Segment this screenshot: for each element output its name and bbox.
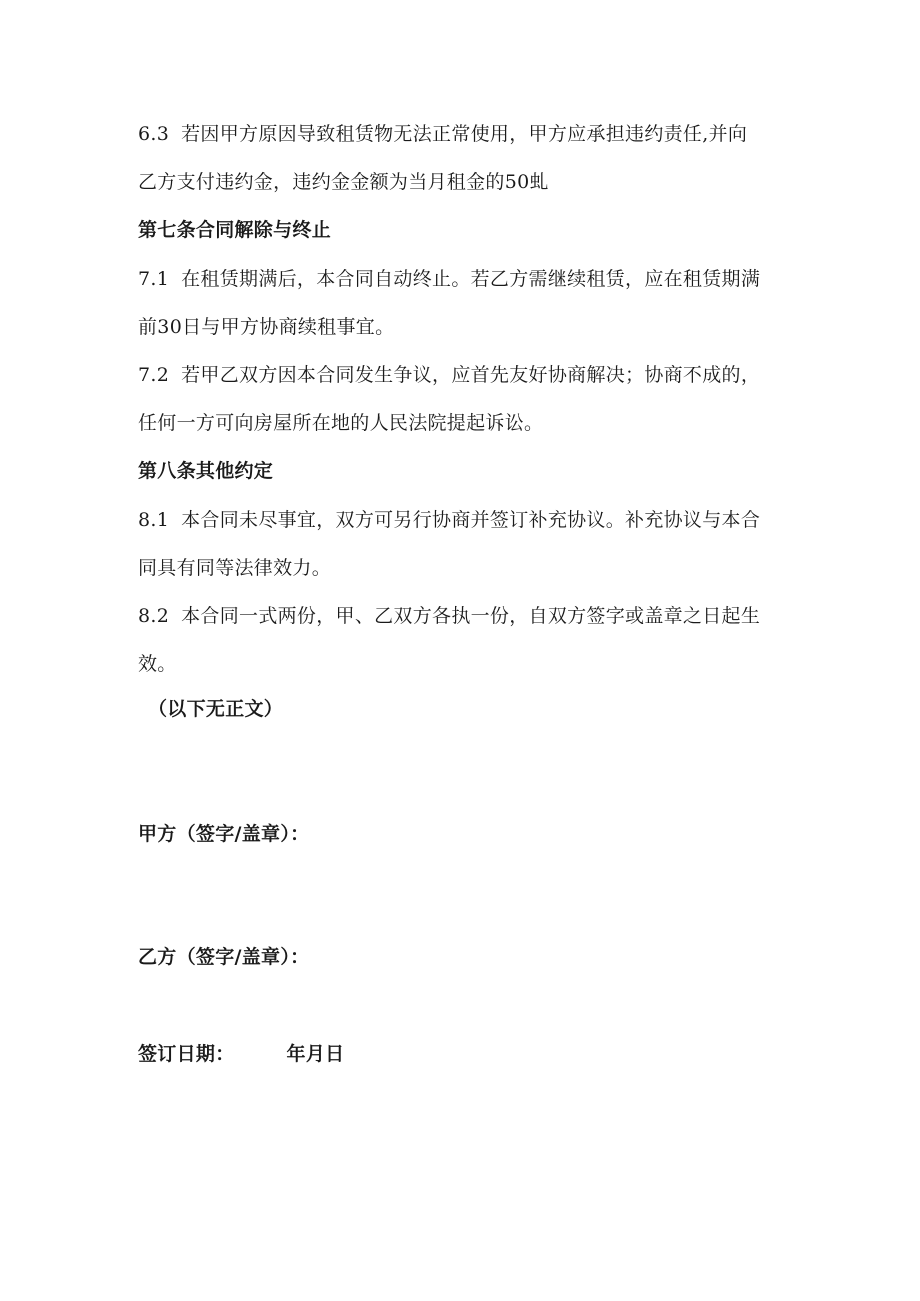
article-7-heading: 第七条合同解除与终止 [138, 219, 332, 241]
clause-text: 本合同一式两份，甲、乙双方各执一份，自双方签字或盖章之日起生 [181, 605, 761, 627]
clause-8-2-line-2: 效。 [138, 653, 177, 675]
clause-text: 本合同未尽事宜，双方可另行协商并签订补充协议。补充协议与本合 [181, 509, 761, 531]
clause-8-1-line-2: 同具有同等法律效力。 [138, 557, 332, 579]
signing-date-label: 签订日期： [138, 1043, 235, 1065]
article-8-heading: 第八条其他约定 [138, 460, 274, 482]
clause-6-3-line-1 [138, 122, 747, 146]
clause-text: 若因甲方原因导致租赁物无法正常使用，甲方应承担违约责任,并向 [181, 123, 748, 145]
clause-number: 6.3 [138, 123, 170, 145]
party-a-signature-label: 甲方（签字/盖章）： [138, 823, 310, 845]
signing-date [138, 1042, 344, 1066]
party-b-signature-label: 乙方（签字/盖章）： [138, 946, 310, 968]
clause-7-2-line-2: 任何一方可向房屋所在地的人民法院提起诉讼。 [138, 412, 544, 434]
clause-number: 7.1 [138, 268, 170, 290]
clause-text: 在租赁期满后，本合同自动终止。若乙方需继续租赁，应在租赁期满 [181, 268, 761, 290]
clause-6-3-line-2: 乙方支付违约金，违约金金额为当月租金的50虬 [138, 171, 549, 193]
clause-7-2-line-1 [138, 363, 760, 387]
clause-7-1-line-1 [138, 267, 760, 291]
clause-number: 8.2 [138, 605, 170, 627]
clause-number: 8.1 [138, 509, 170, 531]
clause-number: 7.2 [138, 364, 170, 386]
clause-8-2-line-1 [138, 604, 760, 628]
end-of-text-note: （以下无正文） [148, 698, 284, 720]
signing-date-value: 年月日 [286, 1043, 345, 1065]
clause-8-1-line-1 [138, 508, 760, 532]
clause-text: 若甲乙双方因本合同发生争议，应首先友好协商解决；协商不成的， [181, 364, 761, 386]
clause-7-1-line-2: 前30日与甲方协商续租事宜。 [138, 316, 395, 338]
